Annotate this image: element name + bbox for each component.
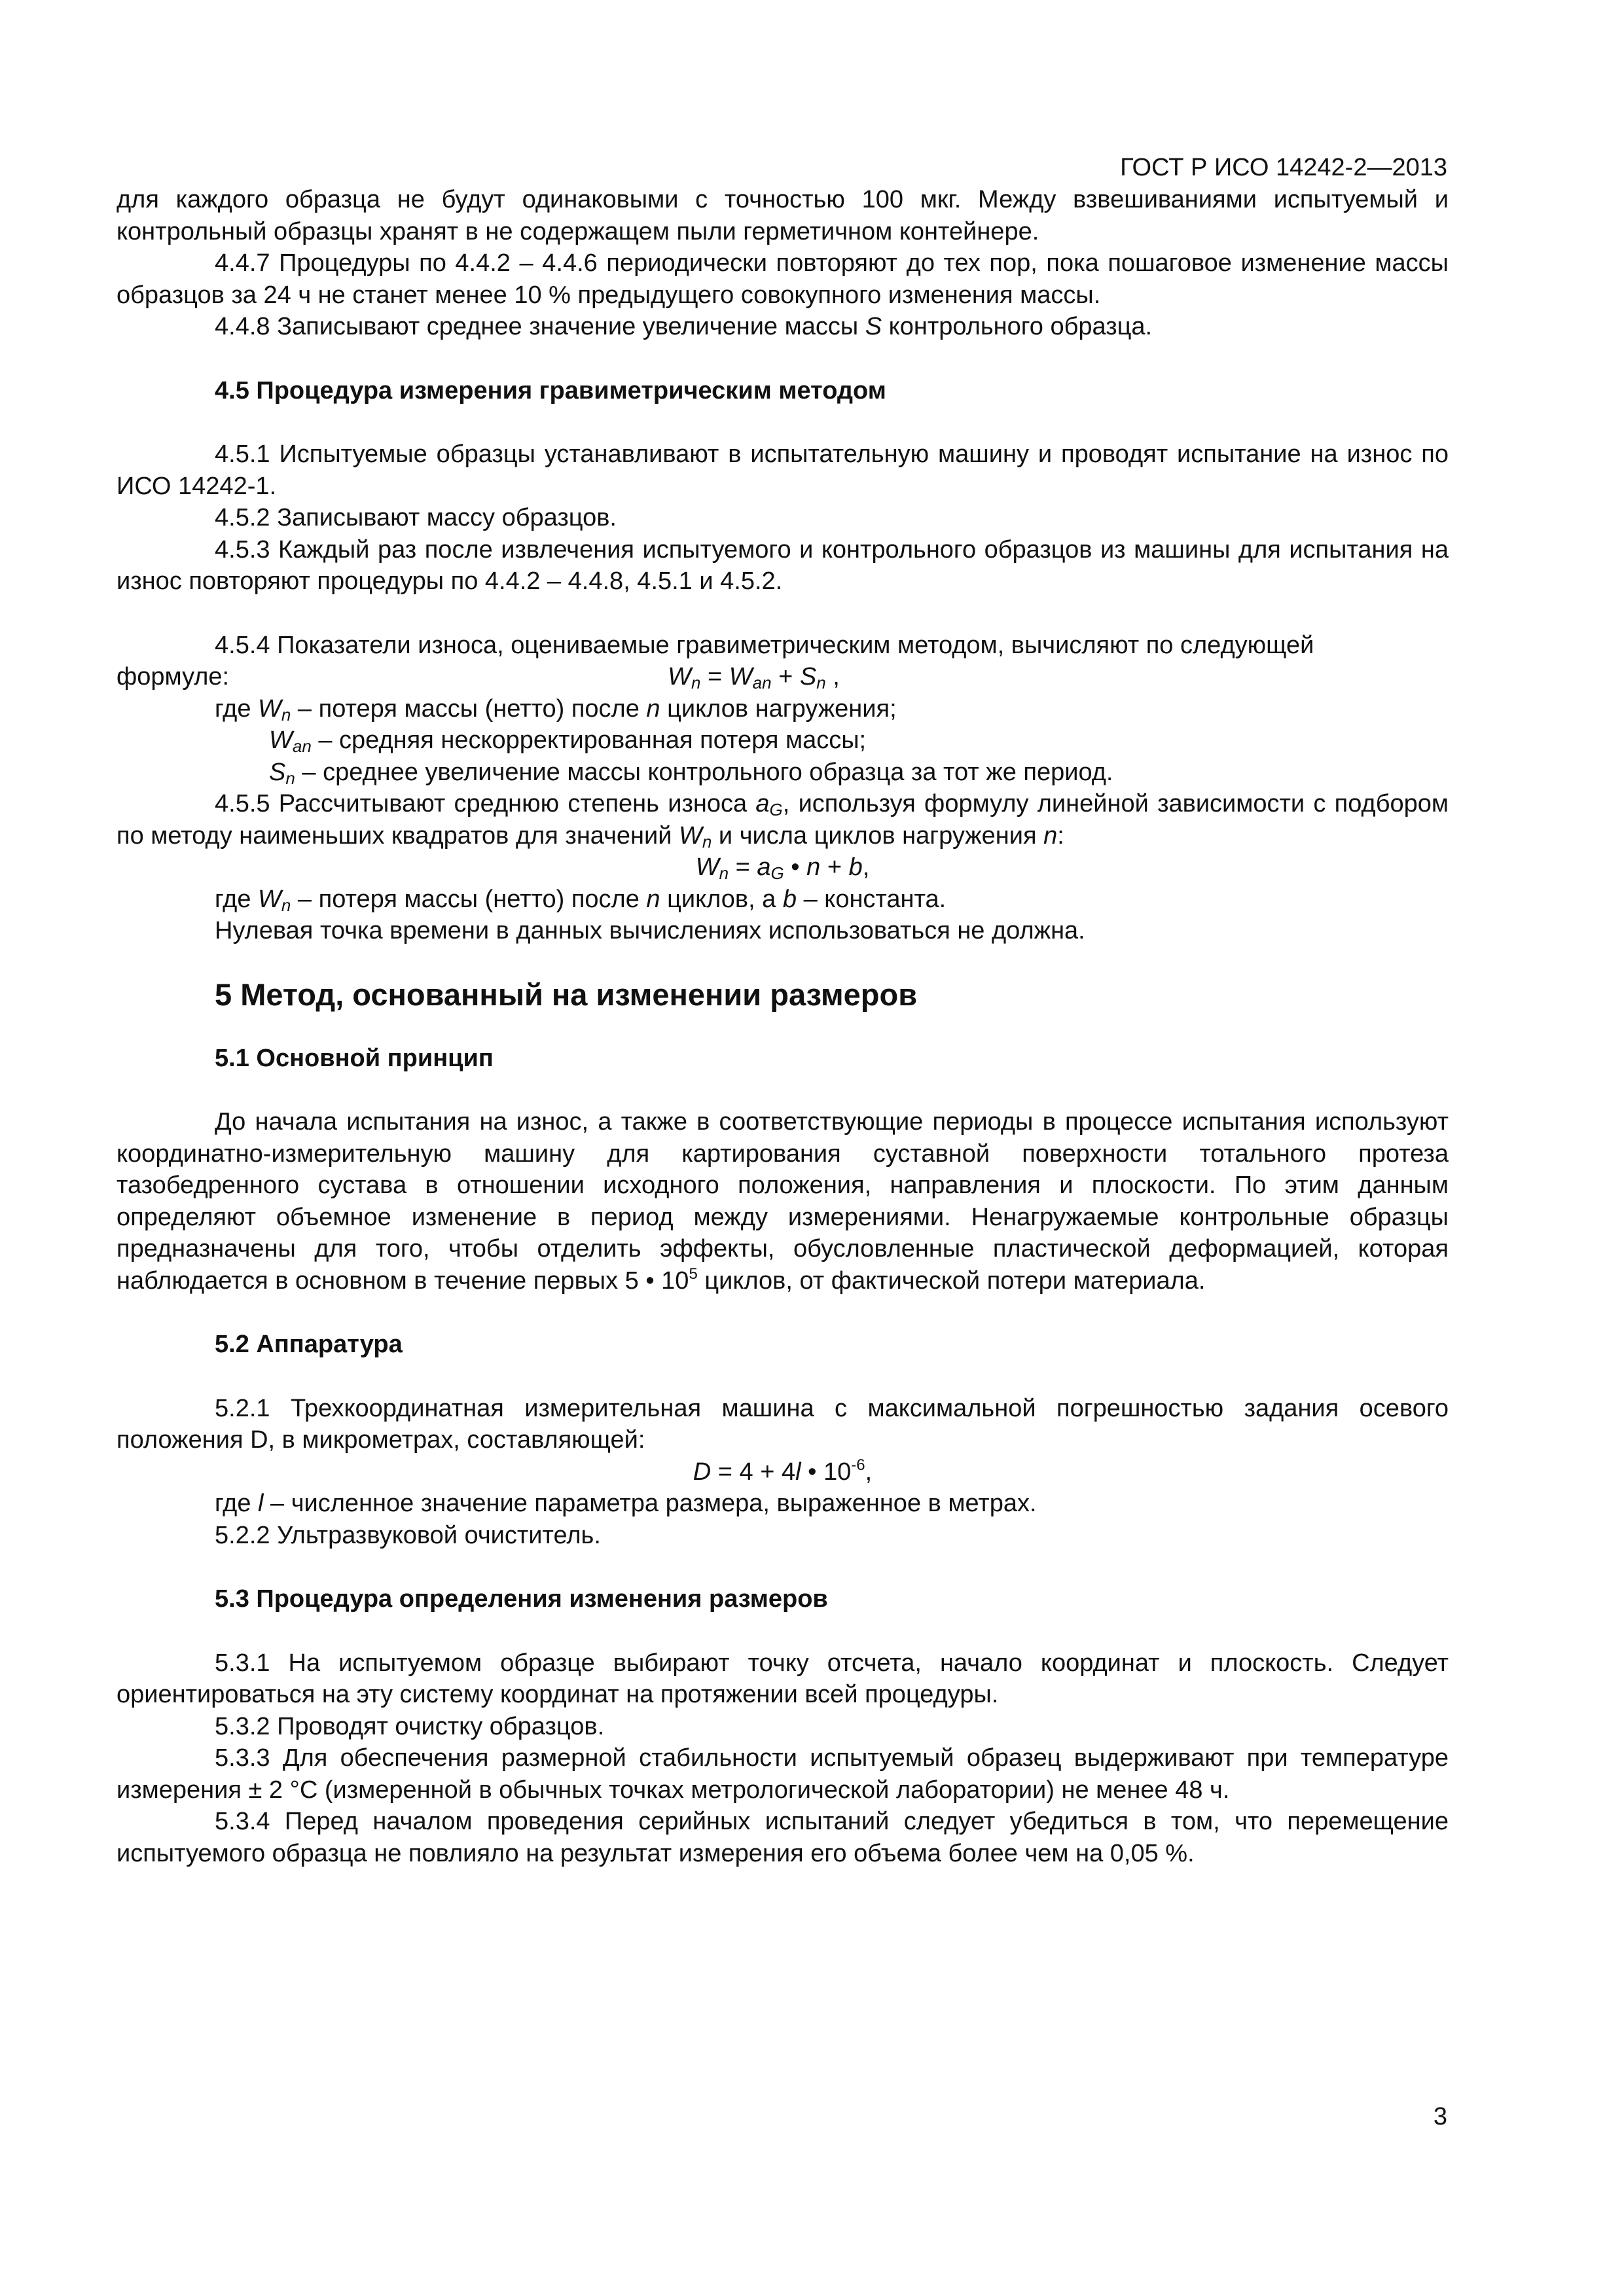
paragraph-4-5-1: 4.5.1 Испытуемые образцы устанавливают в испытательную машину и проводят испытание на износ по ИСО 14242-1.	[117, 440, 1449, 500]
paragraph-5-3-1: 5.3.1 На испытуемом образце выбирают точку отсчета, начало координат и плоскость. Следует ориентироваться на эту систему координат на протяжении всей процедуры.	[117, 1649, 1449, 1708]
page-number: 3	[1433, 2103, 1447, 2130]
where-l: где l – численное значение параметра размера, выраженное в метрах.	[215, 1490, 1037, 1517]
paragraph-5-3-2: 5.3.2 Проводят очистку образцов.	[215, 1712, 605, 1740]
paragraph-4-4-6-cont: для каждого образца не будут одинаковыми с точностью 100 мкг. Между взвешиваниями испытуемый и контрольный образцы хранят в не содержащем пыли герметичном контейнере.	[117, 186, 1449, 245]
paragraph-4-5-5: 4.5.5 Рассчитывают среднюю степень износа $a_G$, используя формулу линейной зависимости с подбором по методу наименьших квадратов для значений $W_n$ и числа циклов нагружения n:	[117, 790, 1449, 852]
formula-d: D = 4 + 4l • $10^{-6}$,	[693, 1456, 873, 1486]
heading-5-1: 5.1 Основной принцип	[215, 1044, 494, 1072]
heading-5-3: 5.3 Процедура определения изменения размеров	[215, 1585, 828, 1613]
paragraph-5-2-2: 5.2.2 Ультразвуковой очиститель.	[215, 1521, 601, 1549]
paragraph-4-4-7: 4.4.7 Процедуры по 4.4.2 – 4.4.6 периодически повторяют до тех пор, пока пошаговое изменение массы образцов за 24 ч не станет менее 10 % предыдущего совокупного изменения массы.	[117, 249, 1449, 309]
paragraph-4-5-2: 4.5.2 Записывают массу образцов.	[215, 504, 617, 531]
document-header: ГОСТ Р ИСО 14242-2—2013	[1120, 154, 1447, 181]
heading-4-5: 4.5 Процедура измерения гравиметрическим методом	[215, 376, 886, 404]
heading-section-5: 5 Метод, основанный на изменении размеров	[215, 977, 918, 1012]
paragraph-5-2-1: 5.2.1 Трехкоординатная измерительная машина с максимальной погрешностью задания осевого положения D, в микрометрах, составляющей:	[117, 1394, 1449, 1454]
where-wn: где $W_n$ – потеря массы (нетто) после n циклов нагружения;	[215, 694, 897, 725]
formula-wn: $W_n = W_{an} + S_n$ ,	[668, 663, 840, 692]
paragraph-5-3-4: 5.3.4 Перед началом проведения серийных испытаний следует убедиться в том, что перемещение испытуемого образца не повлияло на результат измерения его объема более чем на 0,05 %.	[117, 1808, 1449, 1867]
heading-5-2: 5.2 Аппаратура	[215, 1331, 403, 1358]
document-body	[117, 184, 1449, 1869]
where-wan: $W_{an}$ – средняя нескорректированная потеря массы;	[269, 726, 867, 756]
paragraph-4-4-8: 4.4.8 Записывают среднее значение увеличение массы S контрольного образца.	[215, 313, 1153, 340]
paragraph-5-1: До начала испытания на износ, а также в соответствующие периоды в процессе испытания используют координатно-измерительную машину для картирования суставной поверхности тотального протеза тазобедренного сустава в отношении исходного положения, направления и плоскости. По этим данным определяют объемное изменение в период между измерениями. Ненагружаемые контрольные образцы предназначены для того, чтобы отделить эффекты, обусловленные пластической деформацией, которая наблюдается в основном в течение первых 5 • $10^5$ циклов, от фактической потери материала.	[117, 1108, 1449, 1295]
paragraph-4-5-3: 4.5.3 Каждый раз после извлечения испытуемого и контрольного образцов из машины для испытания на износ повторяют процедуры по 4.4.2 – 4.4.8, 4.5.1 и 4.5.2.	[117, 535, 1449, 595]
paragraph-zero-point: Нулевая точка времени в данных вычислениях использоваться не должна.	[215, 917, 1085, 944]
formula-linear: $W_n = a_G$ • n + b,	[695, 853, 870, 883]
formula-line-1: формуле: $W_n = W_{an} + S_n$ ,	[117, 661, 1449, 693]
where-sn: $S_n$ – среднее увеличение массы контрольного образца за тот же период.	[269, 758, 1113, 788]
where-linear: где $W_n$ – потеря массы (нетто) после n циклов, а b – константа.	[215, 885, 947, 915]
paragraph-4-5-4: 4.5.4 Показатели износа, оцениваемые гравиметрическим методом, вычисляют по следующей	[215, 631, 1314, 659]
paragraph-5-3-3: 5.3.3 Для обеспечения размерной стабильности испытуемый образец выдерживают при температуре измерения ± 2 °С (измеренной в обычных точках метрологической лаборатории) не менее 48 ч.	[117, 1744, 1449, 1804]
